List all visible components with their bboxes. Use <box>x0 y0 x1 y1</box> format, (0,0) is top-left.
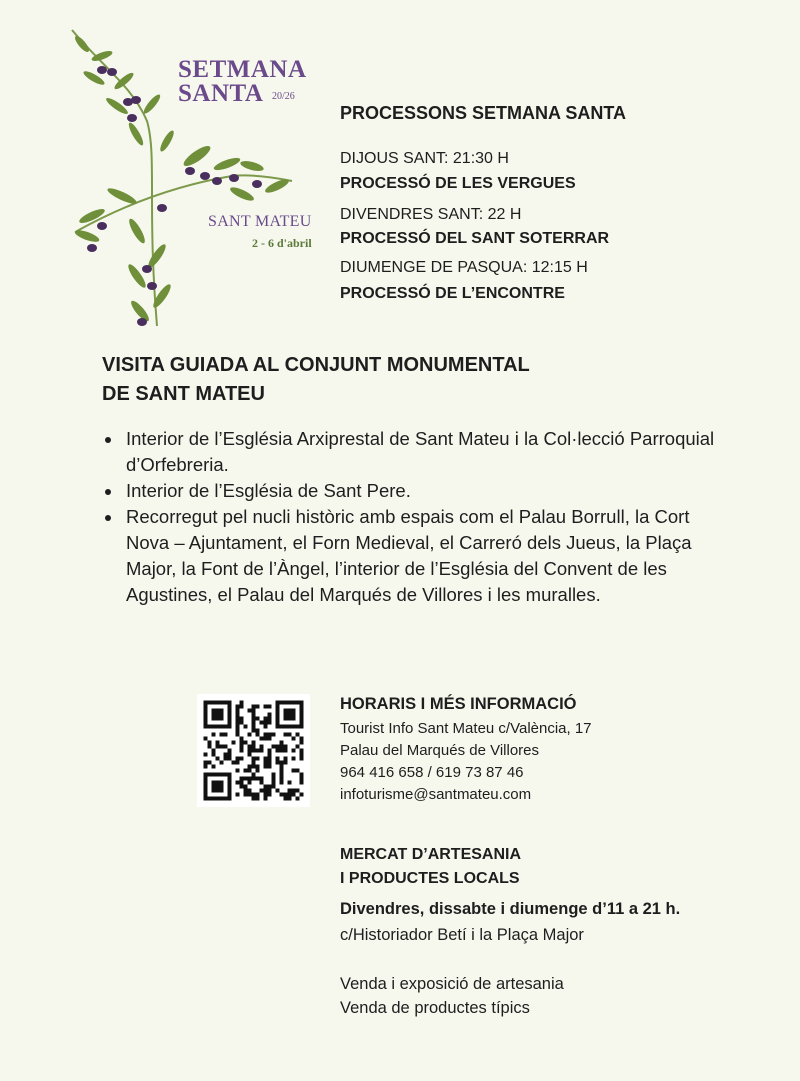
info-email[interactable]: infoturisme@santmateu.com <box>340 786 532 803</box>
list-item <box>102 504 722 608</box>
logo-year: 20/26 <box>272 91 295 102</box>
logo-title-line2: SANTA <box>178 80 264 107</box>
procession-time: DIUMENGE DE PASQUA: 12:15 H <box>340 259 588 276</box>
procession-time: DIJOUS SANT: 21:30 H <box>340 150 509 167</box>
info-address: Tourist Info Sant Mateu c/València, 17 <box>340 720 592 737</box>
logo-dates: 2 - 6 d'abril <box>252 236 312 250</box>
info-title: HORARIS I MÉS INFORMACIÓ <box>340 695 577 713</box>
market-title-line2: I PRODUCTES LOCALS <box>340 870 520 887</box>
list-item-text: Interior de l’Església Arxiprestal de Sant Mateu i la Col·lecció Parroquial d’Orfebreria. <box>126 428 715 475</box>
procession-name: PROCESSÓ DE L’ENCONTRE <box>340 285 565 302</box>
procession-name: PROCESSÓ DE LES VERGUES <box>340 175 576 192</box>
market-days: Divendres, dissabte i diumenge d’11 a 21 h. <box>340 900 681 918</box>
list-item <box>102 478 722 504</box>
visit-title-line2: DE SANT MATEU <box>102 383 265 405</box>
processions-title: PROCESSONS SETMANA SANTA <box>340 103 627 123</box>
logo-title-line1: SETMANA <box>178 56 307 83</box>
market-location: c/Historiador Betí i la Plaça Major <box>340 926 584 944</box>
logo-place: SANT MATEU <box>208 213 312 230</box>
list-item <box>102 426 722 478</box>
visit-list <box>102 426 722 608</box>
bullet-icon <box>105 515 111 521</box>
list-item-text: Interior de l’Església de Sant Pere. <box>126 480 411 501</box>
bullet-icon <box>105 437 111 443</box>
visit-title <box>102 351 662 409</box>
bullet-icon <box>105 489 111 495</box>
market-line: Venda de productes típics <box>340 999 530 1017</box>
market-title-line1: MERCAT D’ARTESANIA <box>340 846 522 863</box>
info-venue: Palau del Marqués de Villores <box>340 742 540 759</box>
procession-name: PROCESSÓ DEL SANT SOTERRAR <box>340 230 610 247</box>
list-item-text: Recorregut pel nucli històric amb espais com el Palau Borrull, la Cort Nova – Ajuntament, el Forn Medieval, el Carreró dels Jueus, la Plaça Major, la Font de l’Àngel, l’interior de l’Església del Convent de les Agustines, el Palau del Marqués de Villores i les muralles. <box>126 506 692 605</box>
market-title <box>340 843 521 891</box>
info-phone: 964 416 658 / 619 73 87 46 <box>340 764 524 781</box>
procession-time: DIVENDRES SANT: 22 H <box>340 206 522 223</box>
market-line: Venda i exposició de artesania <box>340 975 564 993</box>
visit-title-line1: VISITA GUIADA AL CONJUNT MONUMENTAL <box>102 354 530 376</box>
qr-code[interactable] <box>197 694 310 807</box>
